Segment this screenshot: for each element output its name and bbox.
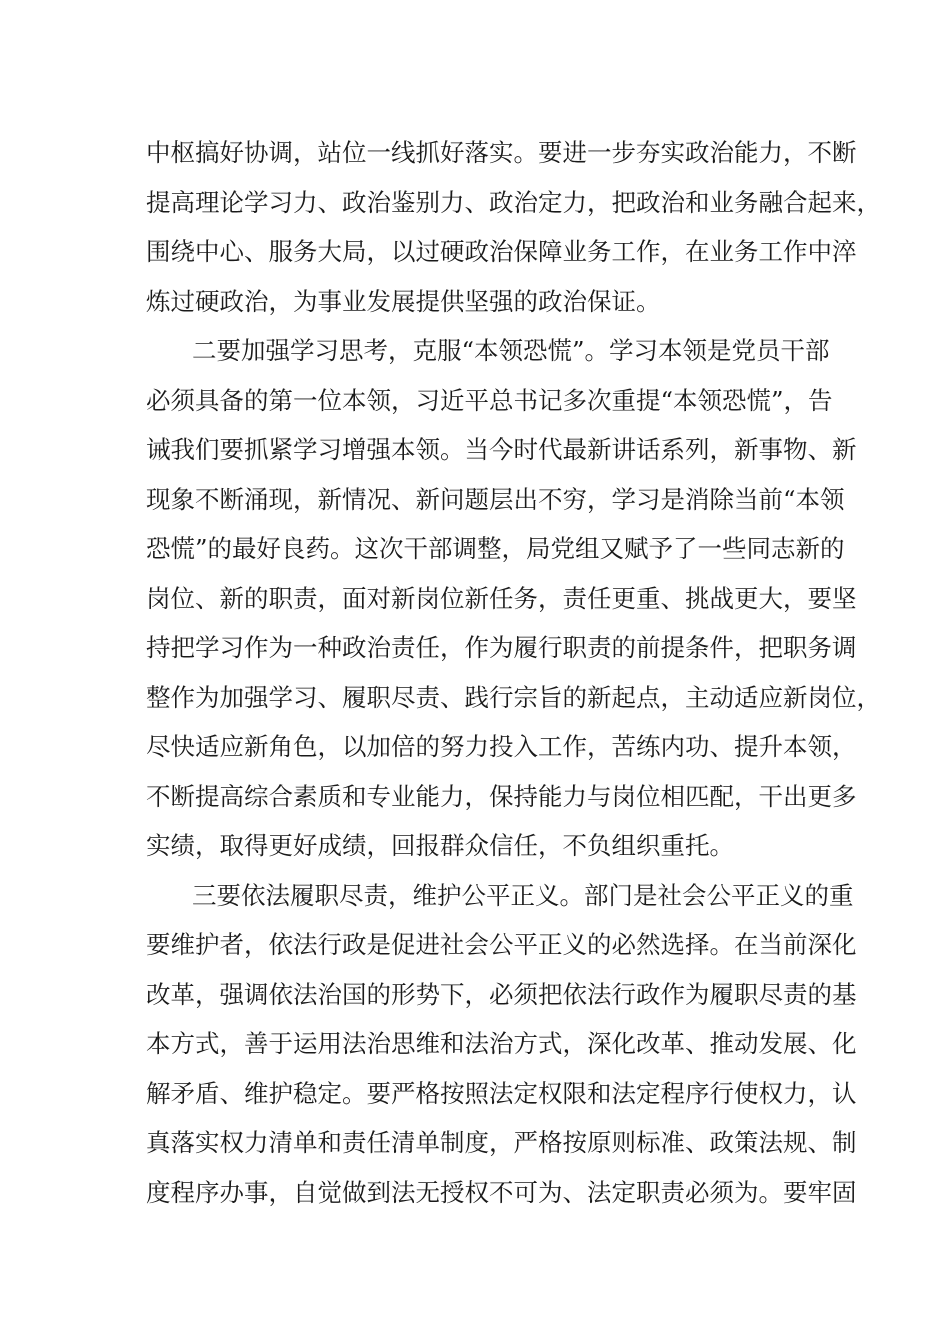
text-line: 整作为加强学习、履职尽责、践行宗旨的新起点，主动适应新岗位， — [146, 682, 881, 712]
text-line: 度程序办事，自觉做到法无授权不可为、法定职责必须为。要牢固 — [146, 1177, 857, 1207]
text-line: 改革，强调依法治国的形势下，必须把依法行政作为履职尽责的基 — [146, 979, 857, 1009]
text-line: 现象不断涌现，新情况、新问题层出不穷，学习是消除当前“本领 — [146, 484, 845, 514]
paragraph-start-line: 三要依法履职尽责，维护公平正义。部门是社会公平正义的重 — [192, 880, 854, 910]
text-line: 尽快适应新角色，以加倍的努力投入工作，苦练内功、提升本领， — [146, 732, 857, 761]
text-line: 岗位、新的职责，面对新岗位新任务，责任更重、挑战更大，要坚 — [146, 583, 857, 613]
text-line: 中枢搞好协调，站位一线抓好落实。要进一步夯实政治能力，不断 — [146, 138, 857, 167]
text-line: 恐慌”的最好良药。这次干部调整，局党组又赋予了一些同志新的 — [146, 534, 845, 563]
text-line: 诫我们要抓紧学习增强本领。当今时代最新讲话系列，新事物、新 — [146, 435, 857, 464]
text-line: 要维护者，依法行政是促进社会公平正义的必然选择。在当前深化 — [146, 930, 857, 959]
text-line: 实绩，取得更好成绩，回报群众信任，不负组织重托。 — [146, 831, 734, 860]
text-line: 持把学习作为一种政治责任，作为履行职责的前提条件，把职务调 — [146, 633, 857, 662]
text-line: 不断提高综合素质和专业能力，保持能力与岗位相匹配，干出更多 — [146, 781, 857, 811]
text-line: 本方式，善于运用法治思维和法治方式，深化改革、推动发展、化 — [146, 1029, 857, 1058]
text-line: 炼过硬政治，为事业发展提供坚强的政治保证。 — [146, 286, 661, 316]
text-line: 真落实权力清单和责任清单制度，严格按原则标准、政策法规、制 — [146, 1128, 857, 1157]
text-line: 提高理论学习力、政治鉴别力、政治定力，把政治和业务融合起来， — [146, 187, 881, 217]
paragraph-start-line: 二要加强学习思考，克服“本领恐慌”。学习本领是党员干部 — [192, 336, 830, 365]
text-line: 围绕中心、服务大局，以过硬政治保障业务工作，在业务工作中淬 — [146, 237, 857, 266]
text-line: 解矛盾、维护稳定。要严格按照法定权限和法定程序行使权力，认 — [146, 1078, 857, 1108]
document-body — [146, 128, 881, 1217]
text-line: 必须具备的第一位本领，习近平总书记多次重提“本领恐慌”，告 — [146, 385, 833, 415]
